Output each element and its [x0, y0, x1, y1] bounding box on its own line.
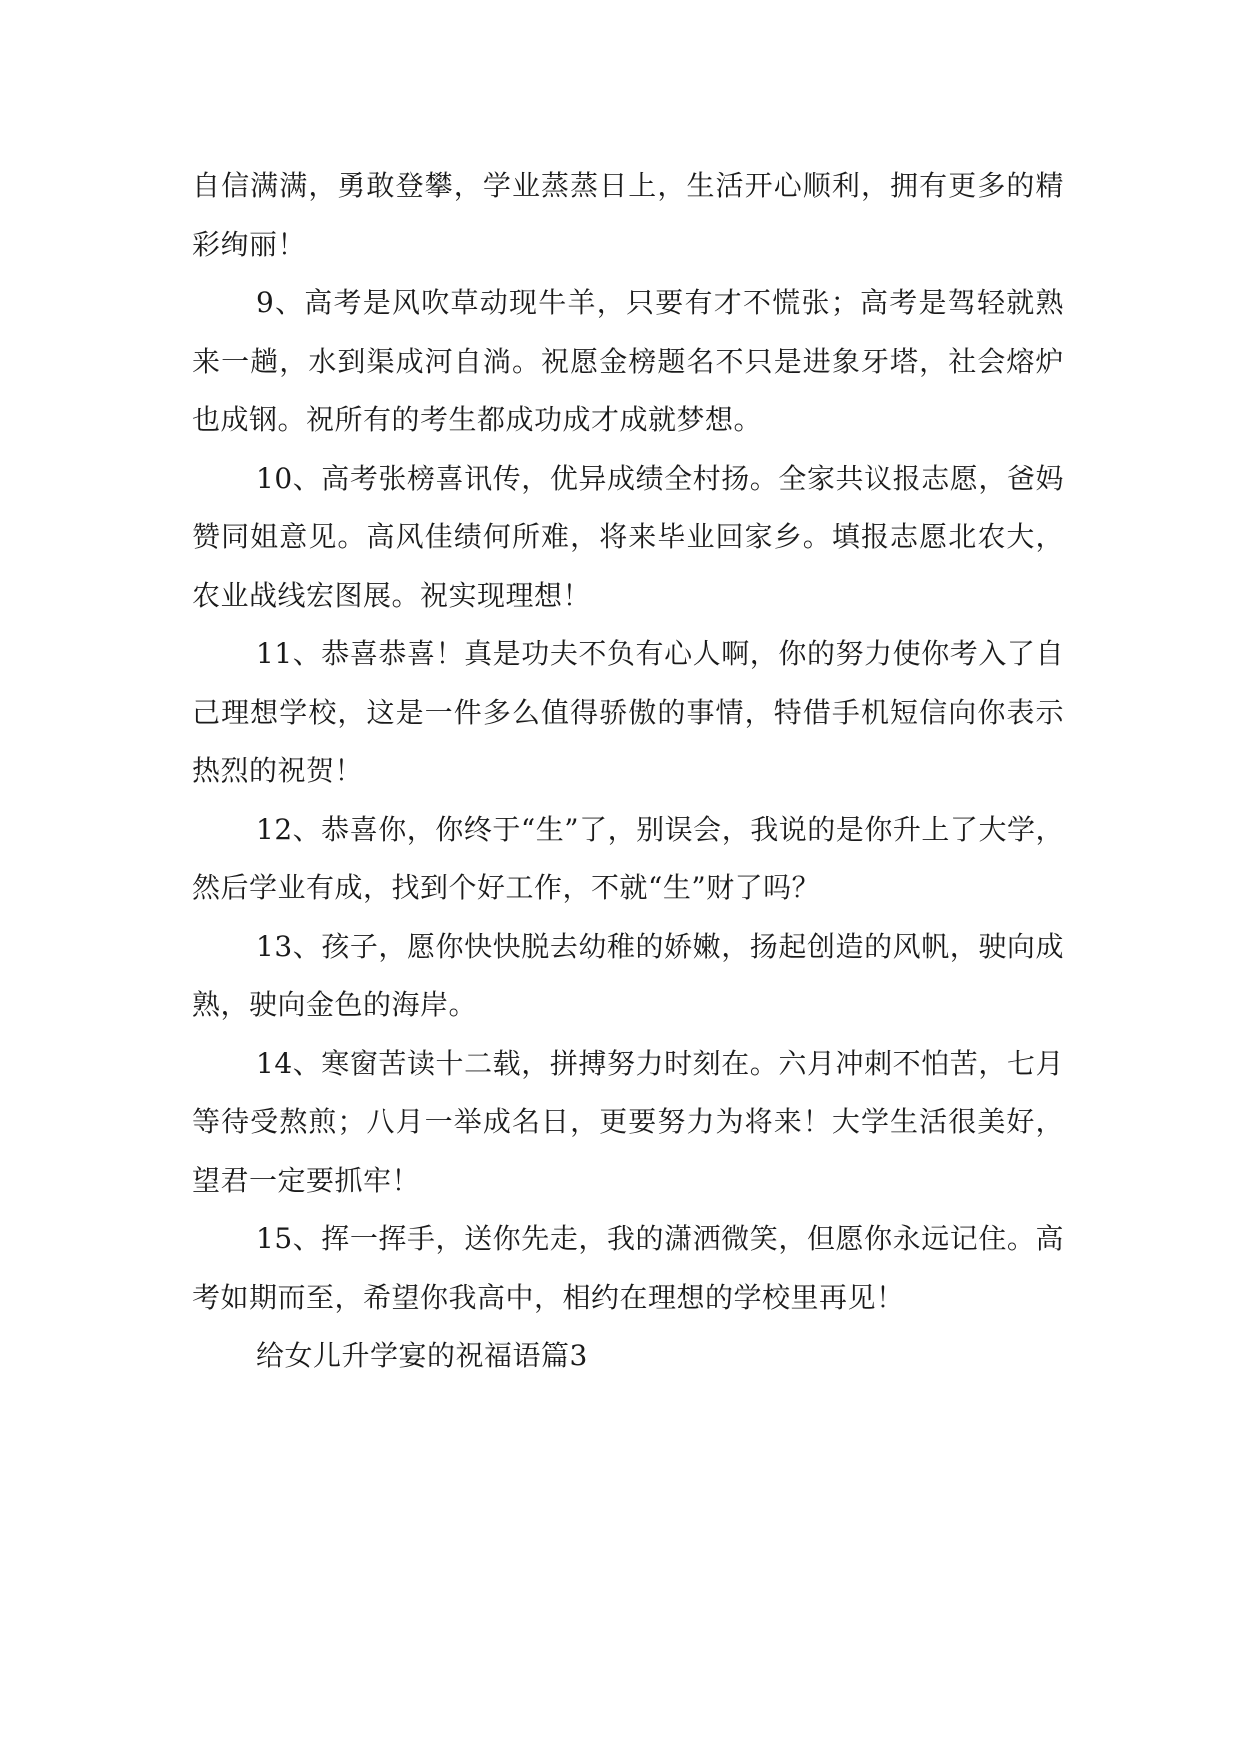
wish-item-15: 15、挥一挥手，送你先走，我的潇洒微笑，但愿你永远记住。高考如期而至，希望你我高中，相约在理想的学校里再见！ [192, 1222, 1064, 1314]
section-heading: 给女儿升学宴的祝福语篇3 [256, 1339, 588, 1372]
document-body [192, 157, 1064, 1386]
wish-item-10: 10、高考张榜喜讯传，优异成绩全村扬。全家共议报志愿，爸妈赞同姐意见。高风佳绩何所难，将来毕业回家乡。填报志愿北农大，农业战线宏图展。祝实现理想！ [192, 461, 1064, 612]
wish-item-11: 11、恭喜恭喜！真是功夫不负有心人啊，你的努力使你考入了自己理想学校，这是一件多么值得骄傲的事情，特借手机短信向你表示热烈的祝贺！ [192, 637, 1064, 787]
paragraph-continuation: 自信满满，勇敢登攀，学业蒸蒸日上，生活开心顺利，拥有更多的精彩绚丽！ [192, 169, 1064, 261]
wish-item-14: 14、寒窗苦读十二载，拼搏努力时刻在。六月冲刺不怕苦，七月等待受熬煎；八月一举成名日，更要努力为将来！大学生活很美好，望君一定要抓牢！ [192, 1046, 1064, 1197]
wish-item-13: 13、孩子，愿你快快脱去幼稚的娇嫩，扬起创造的风帆，驶向成熟，驶向金色的海岸。 [192, 929, 1064, 1021]
wish-item-9: 9、高考是风吹草动现牛羊，只要有才不慌张；高考是驾轻就熟来一趟，水到渠成河自淌。祝愿金榜题名不只是进象牙塔，社会熔炉也成钢。祝所有的考生都成功成才成就梦想。 [192, 286, 1064, 436]
wish-item-12: 12、恭喜你，你终于“生”了，别误会，我说的是你升上了大学，然后学业有成，找到个好工作，不就“生”财了吗？ [192, 812, 1064, 904]
